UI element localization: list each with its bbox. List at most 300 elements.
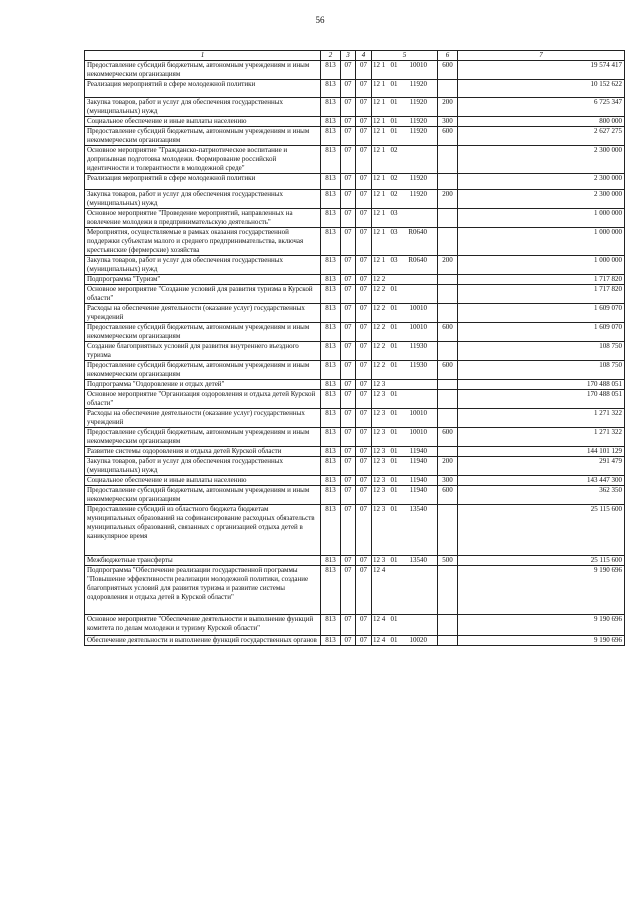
col-4-cell: 07 — [356, 275, 372, 285]
col-6-cell: 300 — [438, 117, 458, 127]
col-6-cell: 600 — [438, 127, 458, 146]
col-4-cell: 07 — [356, 636, 372, 646]
code-subprogram: 3 — [381, 380, 386, 388]
col-4-cell: 07 — [356, 342, 372, 361]
row-name: Основное мероприятие "Обеспечение деятельности и выполнение функций комитета по делам молодежи и туризму Курской области" — [85, 615, 321, 636]
col-6-cell: 200 — [438, 98, 458, 117]
code-activity: 03 — [390, 228, 398, 236]
amount-cell: 2 300 000 — [458, 146, 625, 174]
code-subprogram: 3 — [381, 476, 386, 484]
col-6-cell — [438, 566, 458, 615]
table-row — [85, 98, 625, 117]
col-2-cell: 813 — [321, 61, 341, 80]
row-name: Основное мероприятие "Гражданско-патриотическое воспитание и допризывная подготовка молодежи. Формирование российской идентичности и толерантности в молодежной среде" — [85, 146, 321, 174]
col-6-cell — [438, 390, 458, 409]
col-5-cell — [372, 428, 438, 447]
col-2-cell: 813 — [321, 505, 341, 556]
code-program: 12 — [373, 380, 380, 388]
col-5-cell — [372, 117, 438, 127]
code-subprogram: 3 — [381, 390, 386, 398]
col-4-cell: 07 — [356, 409, 372, 428]
col-4-cell: 07 — [356, 304, 372, 323]
row-name: Предоставление субсидий бюджетным, автономным учреждениям и иным некоммерческим организациям — [85, 61, 321, 80]
col-2-cell: 813 — [321, 228, 341, 256]
code-activity: 01 — [390, 61, 398, 69]
row-name: Межбюджетные трансферты — [85, 556, 321, 566]
amount-cell: 19 574 417 — [458, 61, 625, 80]
row-name: Развитие системы оздоровления и отдыха детей Курской области — [85, 447, 321, 457]
code-subprogram: 3 — [381, 457, 386, 465]
amount-cell: 1 609 070 — [458, 304, 625, 323]
col-4-cell: 07 — [356, 428, 372, 447]
col-6-cell — [438, 342, 458, 361]
table-row — [85, 80, 625, 98]
code-direction: 10010 — [409, 409, 427, 417]
col-5-cell — [372, 190, 438, 209]
header-row — [85, 51, 625, 61]
col-2-cell: 813 — [321, 457, 341, 476]
code-subprogram: 1 — [381, 190, 386, 198]
header-cell: 1 — [85, 51, 321, 61]
row-name: Закупка товаров, работ и услуг для обеспечения государственных (муниципальных) нужд — [85, 190, 321, 209]
row-name: Обеспечение деятельности и выполнение функций государственных органов — [85, 636, 321, 646]
code-program: 12 — [373, 323, 380, 331]
table-row — [85, 256, 625, 275]
col-5-cell — [372, 476, 438, 486]
code-activity: 01 — [390, 447, 398, 455]
col-2-cell: 813 — [321, 342, 341, 361]
row-name: Подпрограмма "Туризм" — [85, 275, 321, 285]
code-activity: 01 — [390, 285, 398, 293]
col-3-cell: 07 — [341, 98, 356, 117]
amount-cell: 144 101 129 — [458, 447, 625, 457]
code-program: 12 — [373, 146, 380, 154]
col-3-cell: 07 — [341, 428, 356, 447]
code-program: 12 — [373, 117, 380, 125]
code-activity: 01 — [390, 615, 398, 623]
row-name: Подпрограмма "Обеспечение реализации государственной программы "Повышение эффективности реализации молодежной политики, создание благоприятных условий для развития туризма и развитие системы оздоровления и отдыха детей в Курской области" — [85, 566, 321, 615]
col-5-cell — [372, 174, 438, 190]
row-name: Предоставление субсидий бюджетным, автономным учреждениям и иным некоммерческим организациям — [85, 428, 321, 447]
col-5-cell — [372, 61, 438, 80]
code-direction: 11940 — [409, 447, 427, 455]
col-2-cell: 813 — [321, 146, 341, 174]
col-3-cell: 07 — [341, 476, 356, 486]
code-program: 12 — [373, 428, 380, 436]
header-cell: 4 — [356, 51, 372, 61]
col-6-cell — [438, 615, 458, 636]
code-subprogram: 1 — [381, 209, 386, 217]
col-6-cell: 500 — [438, 556, 458, 566]
code-program: 12 — [373, 61, 380, 69]
table-row — [85, 127, 625, 146]
code-activity: 01 — [390, 80, 398, 88]
code-subprogram: 4 — [381, 615, 386, 623]
col-5-cell — [372, 209, 438, 228]
table-row — [85, 390, 625, 409]
col-4-cell: 07 — [356, 486, 372, 505]
code-subprogram: 1 — [381, 61, 386, 69]
col-2-cell: 813 — [321, 323, 341, 342]
col-4-cell: 07 — [356, 361, 372, 380]
code-program: 12 — [373, 342, 380, 350]
col-2-cell: 813 — [321, 615, 341, 636]
code-activity: 01 — [390, 117, 398, 125]
code-direction: R0640 — [408, 256, 427, 264]
table-row — [85, 409, 625, 428]
row-name: Социальное обеспечение и иные выплаты населению — [85, 117, 321, 127]
table-row — [85, 505, 625, 556]
code-direction: 11920 — [409, 117, 427, 125]
code-program: 12 — [373, 566, 380, 574]
row-name: Предоставление субсидий из областного бюджета бюджетам муниципальных образований на софинансирование расходных обязательств муниципальных образований, связанных с организацией отдыха детей в каникулярное время — [85, 505, 321, 556]
code-activity: 01 — [390, 127, 398, 135]
col-3-cell: 07 — [341, 615, 356, 636]
code-subprogram: 3 — [381, 486, 386, 494]
row-name: Предоставление субсидий бюджетным, автономным учреждениям и иным некоммерческим организациям — [85, 361, 321, 380]
code-subprogram: 1 — [381, 256, 386, 264]
col-5-cell — [372, 457, 438, 476]
table-row — [85, 174, 625, 190]
code-program: 12 — [373, 390, 380, 398]
code-activity: 01 — [390, 457, 398, 465]
code-subprogram: 3 — [381, 556, 386, 564]
col-3-cell: 07 — [341, 361, 356, 380]
code-direction: 10010 — [409, 61, 427, 69]
table-row — [85, 447, 625, 457]
amount-cell: 9 190 696 — [458, 636, 625, 646]
col-3-cell: 07 — [341, 190, 356, 209]
col-4-cell: 07 — [356, 146, 372, 174]
code-direction: 10010 — [409, 428, 427, 436]
col-2-cell: 813 — [321, 476, 341, 486]
code-direction: 10020 — [409, 636, 427, 644]
col-3-cell: 07 — [341, 228, 356, 256]
col-5-cell — [372, 127, 438, 146]
col-4-cell: 07 — [356, 323, 372, 342]
col-3-cell: 07 — [341, 285, 356, 304]
col-5-cell — [372, 361, 438, 380]
table-row — [85, 342, 625, 361]
code-activity: 01 — [390, 636, 398, 644]
col-3-cell: 07 — [341, 380, 356, 390]
code-direction: R0640 — [408, 228, 427, 236]
amount-cell: 6 725 347 — [458, 98, 625, 117]
col-3-cell: 07 — [341, 342, 356, 361]
code-subprogram: 2 — [381, 275, 386, 283]
code-activity: 03 — [390, 209, 398, 217]
code-subprogram: 1 — [381, 127, 386, 135]
col-2-cell: 813 — [321, 380, 341, 390]
col-4-cell: 07 — [356, 256, 372, 275]
col-6-cell — [438, 209, 458, 228]
code-subprogram: 4 — [381, 566, 386, 574]
amount-cell: 2 627 275 — [458, 127, 625, 146]
col-5-cell — [372, 505, 438, 556]
col-6-cell: 200 — [438, 190, 458, 209]
col-2-cell: 813 — [321, 636, 341, 646]
col-6-cell: 600 — [438, 486, 458, 505]
code-activity: 01 — [390, 304, 398, 312]
col-4-cell: 07 — [356, 566, 372, 615]
col-3-cell: 07 — [341, 409, 356, 428]
col-5-cell — [372, 285, 438, 304]
col-2-cell: 813 — [321, 127, 341, 146]
row-name: Мероприятия, осуществляемые в рамках оказания государственной поддержки субъектам малого и среднего предпринимательства, включая крестьянские (фермерские) хозяйства — [85, 228, 321, 256]
code-program: 12 — [373, 457, 380, 465]
col-2-cell: 813 — [321, 361, 341, 380]
code-program: 12 — [373, 505, 380, 513]
col-3-cell: 07 — [341, 146, 356, 174]
table-row — [85, 61, 625, 80]
col-3-cell: 07 — [341, 275, 356, 285]
header-cell: 6 — [438, 51, 458, 61]
code-direction: 10010 — [409, 323, 427, 331]
col-2-cell: 813 — [321, 80, 341, 98]
table-row — [85, 146, 625, 174]
col-4-cell: 07 — [356, 457, 372, 476]
code-direction: 11940 — [409, 457, 427, 465]
col-2-cell: 813 — [321, 174, 341, 190]
col-6-cell — [438, 447, 458, 457]
col-5-cell — [372, 256, 438, 275]
code-direction: 11940 — [409, 476, 427, 484]
col-3-cell: 07 — [341, 80, 356, 98]
col-4-cell: 07 — [356, 615, 372, 636]
code-subprogram: 3 — [381, 409, 386, 417]
amount-cell: 2 300 000 — [458, 174, 625, 190]
code-program: 12 — [373, 304, 380, 312]
col-5-cell — [372, 566, 438, 615]
col-6-cell: 200 — [438, 256, 458, 275]
code-program: 12 — [373, 228, 380, 236]
table-row — [85, 476, 625, 486]
col-5-cell — [372, 228, 438, 256]
code-program: 12 — [373, 190, 380, 198]
row-name: Создание благоприятных условий для развития внутреннего въездного туризма — [85, 342, 321, 361]
amount-cell: 291 479 — [458, 457, 625, 476]
col-2-cell: 813 — [321, 304, 341, 323]
code-subprogram: 3 — [381, 447, 386, 455]
code-activity: 01 — [390, 409, 398, 417]
code-program: 12 — [373, 80, 380, 88]
col-5-cell — [372, 304, 438, 323]
amount-cell: 800 000 — [458, 117, 625, 127]
col-4-cell: 07 — [356, 476, 372, 486]
row-name: Закупка товаров, работ и услуг для обеспечения государственных (муниципальных) нужд — [85, 256, 321, 275]
col-5-cell — [372, 556, 438, 566]
col-6-cell — [438, 380, 458, 390]
col-6-cell — [438, 636, 458, 646]
col-3-cell: 07 — [341, 636, 356, 646]
code-program: 12 — [373, 174, 380, 182]
code-subprogram: 2 — [381, 304, 386, 312]
row-name: Основное мероприятие "Проведение мероприятий, направленных на вовлечение молодежи в предпринимательскую деятельность" — [85, 209, 321, 228]
amount-cell: 1 000 000 — [458, 256, 625, 275]
col-4-cell: 07 — [356, 447, 372, 457]
col-2-cell: 813 — [321, 390, 341, 409]
code-activity: 01 — [390, 556, 398, 564]
code-subprogram: 1 — [381, 228, 386, 236]
amount-cell: 9 190 696 — [458, 615, 625, 636]
col-6-cell: 600 — [438, 428, 458, 447]
col-6-cell — [438, 146, 458, 174]
col-4-cell: 07 — [356, 505, 372, 556]
col-6-cell — [438, 285, 458, 304]
table-row — [85, 636, 625, 646]
row-name: Закупка товаров, работ и услуг для обеспечения государственных (муниципальных) нужд — [85, 98, 321, 117]
table-row — [85, 285, 625, 304]
code-subprogram: 1 — [381, 98, 386, 106]
col-3-cell: 07 — [341, 447, 356, 457]
row-name: Предоставление субсидий бюджетным, автономным учреждениям и иным некоммерческим организациям — [85, 486, 321, 505]
table-row — [85, 228, 625, 256]
code-subprogram: 1 — [381, 146, 386, 154]
table-row — [85, 304, 625, 323]
table-row — [85, 566, 625, 615]
amount-cell: 25 115 600 — [458, 505, 625, 556]
code-direction: 11930 — [409, 361, 427, 369]
row-name: Расходы на обеспечение деятельности (оказание услуг) государственных учреждений — [85, 409, 321, 428]
col-6-cell — [438, 275, 458, 285]
amount-cell: 170 488 051 — [458, 390, 625, 409]
col-6-cell — [438, 174, 458, 190]
page-number: 56 — [315, 15, 325, 25]
table-body — [85, 61, 625, 646]
code-program: 12 — [373, 476, 380, 484]
table-row — [85, 361, 625, 380]
amount-cell: 9 190 696 — [458, 566, 625, 615]
code-activity: 01 — [390, 342, 398, 350]
table-row — [85, 190, 625, 209]
col-5-cell — [372, 98, 438, 117]
col-4-cell: 07 — [356, 80, 372, 98]
col-4-cell: 07 — [356, 61, 372, 80]
col-5-cell — [372, 342, 438, 361]
code-activity: 02 — [390, 174, 398, 182]
code-subprogram: 3 — [381, 428, 386, 436]
col-4-cell: 07 — [356, 98, 372, 117]
code-subprogram: 2 — [381, 361, 386, 369]
row-name: Предоставление субсидий бюджетным, автономным учреждениям и иным некоммерческим организациям — [85, 127, 321, 146]
row-name: Реализация мероприятий в сфере молодежной политики — [85, 80, 321, 98]
header-cell: 3 — [341, 51, 356, 61]
col-6-cell: 200 — [438, 457, 458, 476]
code-subprogram: 2 — [381, 323, 386, 331]
header-cell: 2 — [321, 51, 341, 61]
code-subprogram: 1 — [381, 174, 386, 182]
table-row — [85, 556, 625, 566]
col-4-cell: 07 — [356, 127, 372, 146]
col-3-cell: 07 — [341, 127, 356, 146]
col-2-cell: 813 — [321, 209, 341, 228]
table-row — [85, 457, 625, 476]
col-2-cell: 813 — [321, 117, 341, 127]
col-3-cell: 07 — [341, 505, 356, 556]
amount-cell: 10 152 622 — [458, 80, 625, 98]
code-program: 12 — [373, 256, 380, 264]
code-activity: 03 — [390, 256, 398, 264]
code-activity: 01 — [390, 476, 398, 484]
code-direction: 10010 — [409, 304, 427, 312]
code-subprogram: 1 — [381, 117, 386, 125]
budget-table — [84, 50, 625, 646]
code-subprogram: 3 — [381, 505, 386, 513]
code-subprogram: 4 — [381, 636, 386, 644]
amount-cell: 25 115 600 — [458, 556, 625, 566]
code-subprogram: 2 — [381, 285, 386, 293]
col-2-cell: 813 — [321, 256, 341, 275]
col-5-cell — [372, 486, 438, 505]
col-4-cell: 07 — [356, 117, 372, 127]
row-name: Основное мероприятие "Организация оздоровления и отдыха детей Курской области" — [85, 390, 321, 409]
col-5-cell — [372, 323, 438, 342]
code-direction: 11920 — [409, 127, 427, 135]
col-5-cell — [372, 615, 438, 636]
code-direction: 11940 — [409, 486, 427, 494]
col-4-cell: 07 — [356, 174, 372, 190]
amount-cell: 2 300 000 — [458, 190, 625, 209]
code-program: 12 — [373, 98, 380, 106]
code-direction: 11920 — [409, 98, 427, 106]
code-activity: 01 — [390, 505, 398, 513]
col-5-cell — [372, 380, 438, 390]
col-5-cell — [372, 80, 438, 98]
col-4-cell: 07 — [356, 190, 372, 209]
header-cell: 7 — [458, 51, 625, 61]
row-name: Закупка товаров, работ и услуг для обеспечения государственных (муниципальных) нужд — [85, 457, 321, 476]
col-3-cell: 07 — [341, 256, 356, 275]
amount-cell: 1 271 322 — [458, 428, 625, 447]
amount-cell: 170 488 051 — [458, 380, 625, 390]
col-4-cell: 07 — [356, 285, 372, 304]
amount-cell: 1 717 820 — [458, 275, 625, 285]
col-2-cell: 813 — [321, 409, 341, 428]
row-name: Предоставление субсидий бюджетным, автономным учреждениям и иным некоммерческим организациям — [85, 323, 321, 342]
col-4-cell: 07 — [356, 228, 372, 256]
amount-cell: 143 447 300 — [458, 476, 625, 486]
code-direction: 13540 — [409, 556, 427, 564]
col-6-cell — [438, 80, 458, 98]
code-activity: 02 — [390, 146, 398, 154]
table-row — [85, 428, 625, 447]
col-5-cell — [372, 447, 438, 457]
table-row — [85, 209, 625, 228]
amount-cell: 1 609 070 — [458, 323, 625, 342]
code-activity: 01 — [390, 390, 398, 398]
col-5-cell — [372, 636, 438, 646]
code-program: 12 — [373, 361, 380, 369]
col-5-cell — [372, 146, 438, 174]
col-4-cell: 07 — [356, 390, 372, 409]
code-subprogram: 1 — [381, 80, 386, 88]
col-2-cell: 813 — [321, 428, 341, 447]
amount-cell: 108 750 — [458, 361, 625, 380]
table-row — [85, 275, 625, 285]
col-2-cell: 813 — [321, 98, 341, 117]
code-activity: 01 — [390, 361, 398, 369]
col-2-cell: 813 — [321, 285, 341, 304]
code-direction: 11920 — [409, 80, 427, 88]
col-5-cell — [372, 409, 438, 428]
code-program: 12 — [373, 127, 380, 135]
col-3-cell: 07 — [341, 209, 356, 228]
code-activity: 01 — [390, 98, 398, 106]
code-direction: 13540 — [409, 505, 427, 513]
amount-cell: 1 000 000 — [458, 209, 625, 228]
col-4-cell: 07 — [356, 380, 372, 390]
col-3-cell: 07 — [341, 117, 356, 127]
